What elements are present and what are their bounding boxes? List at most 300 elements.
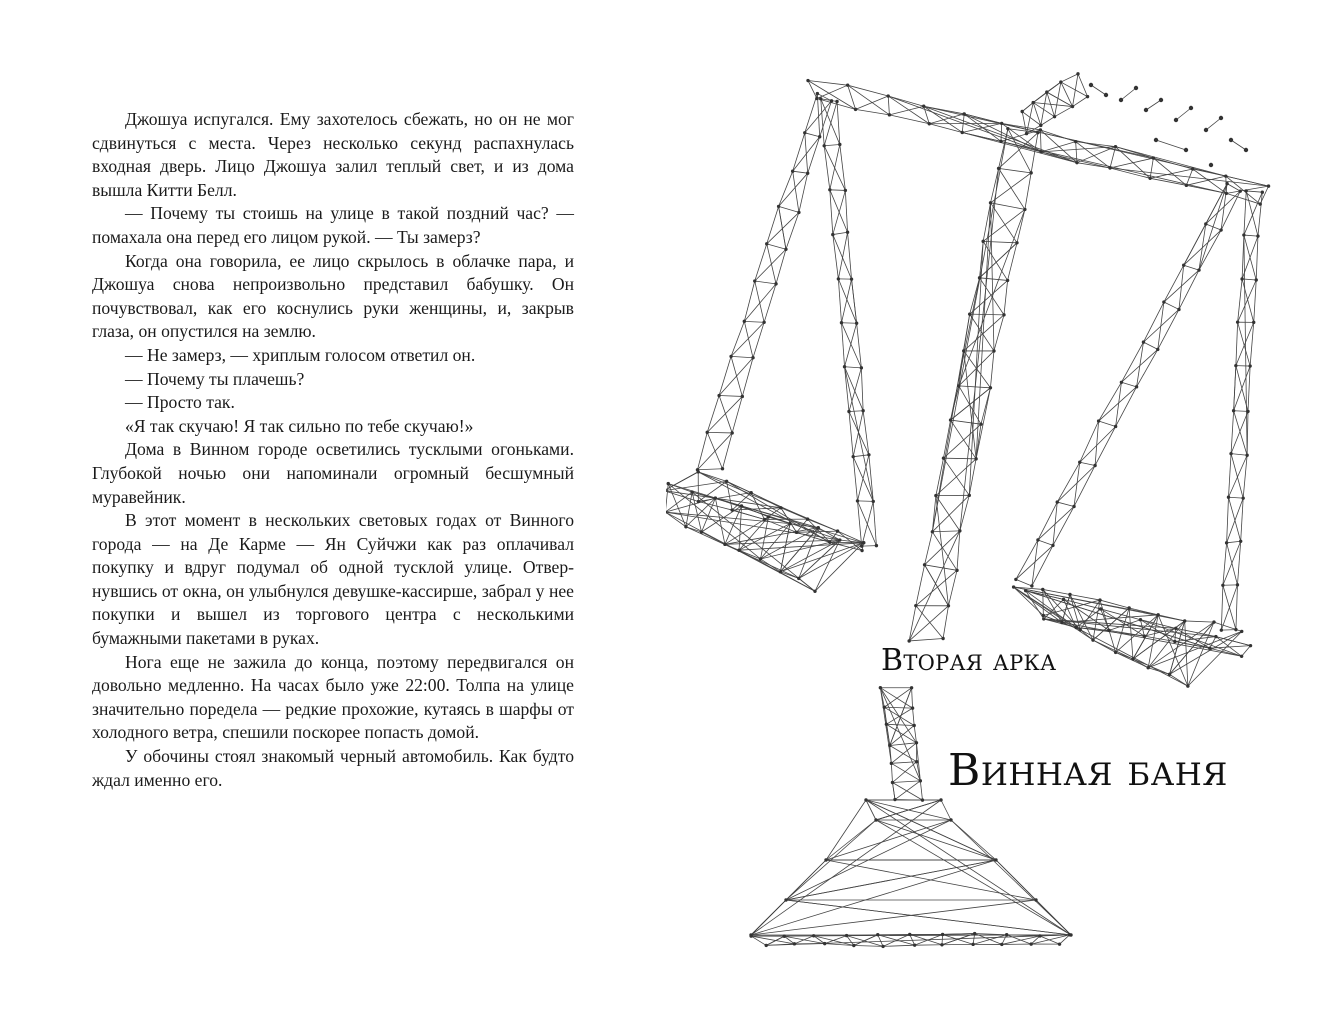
mesh-node bbox=[860, 544, 863, 547]
paragraph: — Почему ты плачешь? bbox=[125, 368, 305, 389]
mesh-node bbox=[1089, 83, 1093, 87]
mesh-edge bbox=[793, 133, 805, 171]
mesh-edge bbox=[849, 411, 863, 412]
mesh-edge bbox=[856, 96, 889, 109]
mesh-node bbox=[1182, 264, 1185, 267]
mesh-node bbox=[1107, 629, 1110, 632]
mesh-edge bbox=[779, 173, 808, 206]
mesh-node bbox=[828, 188, 831, 191]
mesh-node bbox=[1038, 934, 1041, 937]
mesh-node bbox=[854, 108, 857, 111]
mesh-node bbox=[887, 94, 890, 97]
paragraph: — Почему ты стоишь на улице в такой поздний час? — помахала она перед его лицом рукой. — Ты замерз? bbox=[92, 203, 574, 247]
mesh-node bbox=[1236, 320, 1239, 323]
mesh-node bbox=[890, 762, 893, 765]
mesh-node bbox=[1039, 124, 1042, 127]
mesh-edge bbox=[761, 524, 791, 559]
mesh-node bbox=[1036, 538, 1039, 541]
mesh-node bbox=[1184, 148, 1188, 152]
mesh-node bbox=[881, 945, 884, 948]
mesh-node bbox=[1024, 589, 1027, 592]
mesh-node bbox=[1191, 167, 1194, 170]
mesh-node bbox=[1078, 461, 1081, 464]
mesh-edge bbox=[886, 724, 914, 725]
mesh-node bbox=[1042, 614, 1045, 617]
mesh-node bbox=[823, 942, 826, 945]
mesh-edge bbox=[892, 781, 920, 783]
mesh-node bbox=[1059, 80, 1062, 83]
mesh-node bbox=[741, 395, 744, 398]
mesh-edge bbox=[1238, 322, 1251, 366]
paragraph: В этот момент в нескольких световых годах от Винного города — на Де Карме — Ян Суйчжи как раз оплачивал покупку и вдруг подумал об одной тусклой улице. Отвернувшись от окна, он улыбнулся девушке-кассирше, забрал у нее покупки и вышел из торгового центра с несколькими бумажными пакетами в руках. bbox=[92, 510, 574, 649]
mesh-edge bbox=[1184, 265, 1199, 270]
mesh-edge bbox=[932, 531, 959, 532]
mesh-edge bbox=[824, 101, 837, 145]
mesh-node bbox=[1154, 138, 1158, 142]
mesh-edge bbox=[817, 85, 848, 98]
mesh-edge bbox=[751, 900, 1036, 935]
mesh-node bbox=[784, 248, 787, 251]
mesh-edge bbox=[845, 190, 847, 232]
mesh-edge bbox=[909, 638, 943, 640]
mesh-node bbox=[1079, 628, 1082, 631]
mesh-edge bbox=[999, 168, 1032, 172]
part-label: Вторая арка bbox=[875, 643, 1062, 678]
mesh-edge bbox=[833, 232, 848, 234]
mesh-node bbox=[949, 818, 952, 821]
mesh-node bbox=[843, 365, 846, 368]
mesh-edge bbox=[1231, 454, 1243, 498]
mesh-edge bbox=[786, 900, 1071, 935]
mesh-node bbox=[1002, 313, 1005, 316]
mesh-edge bbox=[1150, 178, 1186, 185]
mesh-node bbox=[1156, 348, 1159, 351]
mesh-node bbox=[1114, 145, 1117, 148]
mesh-edge bbox=[1238, 280, 1257, 322]
mesh-node bbox=[795, 531, 798, 534]
mesh-edge bbox=[913, 708, 915, 725]
mesh-node bbox=[1120, 381, 1123, 384]
mesh-edge bbox=[1246, 191, 1262, 192]
mesh-edge bbox=[1258, 192, 1262, 236]
mesh-edge bbox=[880, 688, 920, 781]
mesh-node bbox=[922, 105, 925, 108]
mesh-edge bbox=[1040, 936, 1060, 944]
mesh-edge bbox=[999, 168, 1025, 209]
mesh-node bbox=[828, 541, 831, 544]
mesh-node bbox=[1229, 138, 1233, 142]
mesh-edge bbox=[1227, 543, 1238, 585]
paragraph: «Я так скучаю! Я так сильно по тебе скучаю!» bbox=[125, 415, 474, 436]
mesh-edge bbox=[830, 190, 846, 191]
mesh-node bbox=[968, 494, 971, 497]
mesh-edge bbox=[1121, 349, 1157, 382]
mesh-edge bbox=[866, 800, 996, 860]
mesh-node bbox=[759, 557, 762, 560]
mesh-edge bbox=[808, 137, 820, 173]
mesh-edge bbox=[960, 495, 969, 531]
mesh-node bbox=[1058, 942, 1061, 945]
mesh-edge bbox=[751, 800, 941, 935]
mesh-node bbox=[765, 944, 768, 947]
mesh-edge bbox=[1175, 628, 1176, 641]
mesh-edge bbox=[1234, 411, 1248, 412]
mesh-node bbox=[883, 705, 886, 708]
mesh-node bbox=[803, 131, 806, 134]
mesh-edge bbox=[948, 570, 957, 605]
mesh-node bbox=[1197, 268, 1200, 271]
mesh-node bbox=[1256, 234, 1259, 237]
particle-link bbox=[1156, 140, 1186, 150]
mesh-node bbox=[979, 422, 982, 425]
mesh-edge bbox=[1221, 585, 1223, 630]
mesh-node bbox=[1062, 598, 1065, 601]
mesh-node bbox=[1227, 496, 1230, 499]
mesh-edge bbox=[1231, 454, 1247, 456]
mesh-node bbox=[774, 282, 777, 285]
mesh-node bbox=[1239, 189, 1242, 192]
mesh-node bbox=[1000, 943, 1003, 946]
mesh-edge bbox=[841, 279, 851, 323]
mesh-node bbox=[1045, 90, 1048, 93]
mesh-node bbox=[974, 457, 977, 460]
mesh-node bbox=[911, 706, 914, 709]
mesh-node bbox=[1006, 127, 1009, 130]
mesh-edge bbox=[845, 323, 857, 367]
mesh-node bbox=[1020, 110, 1023, 113]
mesh-node bbox=[971, 943, 974, 946]
mesh-edge bbox=[912, 688, 913, 708]
paragraph: Дома в Винном городе осветились тусклыми огоньками. Глубокой ночью они напоминали огромный бесшумный муравейник. bbox=[92, 439, 574, 507]
mesh-node bbox=[891, 781, 894, 784]
mesh-edge bbox=[862, 501, 874, 546]
mesh-node bbox=[697, 470, 700, 473]
mesh-node bbox=[818, 135, 821, 138]
mesh-node bbox=[1225, 541, 1228, 544]
mesh-edge bbox=[1179, 270, 1199, 309]
mesh-edge bbox=[786, 212, 799, 249]
mesh-edge bbox=[755, 281, 776, 284]
mesh-edge bbox=[1227, 541, 1241, 543]
particle-link bbox=[1206, 118, 1221, 130]
mesh-node bbox=[1029, 942, 1032, 945]
mesh-node bbox=[1173, 640, 1176, 643]
mesh-node bbox=[973, 932, 976, 935]
mesh-node bbox=[1072, 505, 1075, 508]
mesh-edge bbox=[1032, 540, 1038, 586]
mesh-edge bbox=[725, 540, 840, 544]
mesh-node bbox=[1139, 618, 1142, 621]
mesh-node bbox=[940, 943, 943, 946]
mesh-node bbox=[919, 779, 922, 782]
mesh-node bbox=[1168, 673, 1171, 676]
mesh-node bbox=[749, 934, 752, 937]
mesh-node bbox=[1234, 628, 1237, 631]
mesh-node bbox=[700, 530, 703, 533]
mesh-node bbox=[1159, 98, 1163, 102]
mesh-edge bbox=[929, 124, 962, 133]
mesh-edge bbox=[845, 367, 862, 368]
mesh-edge bbox=[826, 800, 866, 860]
mesh-edge bbox=[707, 432, 722, 468]
mesh-edge bbox=[943, 606, 948, 639]
mesh-node bbox=[1258, 202, 1261, 205]
mesh-node bbox=[725, 480, 728, 483]
mesh-node bbox=[749, 491, 752, 494]
mesh-edge bbox=[1238, 279, 1242, 322]
mesh-node bbox=[994, 858, 997, 861]
mesh-edge bbox=[1078, 74, 1088, 97]
mesh-edge bbox=[1164, 270, 1199, 302]
mesh-node bbox=[836, 529, 839, 532]
mesh-node bbox=[1014, 578, 1017, 581]
scales-illustration bbox=[666, 0, 1332, 1036]
mesh-node bbox=[1036, 131, 1039, 134]
mesh-edge bbox=[702, 532, 725, 544]
mesh-node bbox=[1240, 277, 1243, 280]
mesh-edge bbox=[1121, 382, 1136, 387]
mesh-node bbox=[1131, 657, 1134, 660]
mesh-node bbox=[763, 518, 766, 521]
mesh-node bbox=[856, 499, 859, 502]
mesh-node bbox=[1071, 105, 1074, 108]
mesh-edge bbox=[916, 606, 943, 639]
right-page bbox=[666, 0, 1332, 1036]
mesh-edge bbox=[1022, 112, 1041, 126]
mesh-edge bbox=[1226, 193, 1260, 204]
mesh-edge bbox=[943, 934, 975, 935]
mesh-node bbox=[817, 526, 820, 529]
mesh-node bbox=[1221, 584, 1224, 587]
mesh-node bbox=[777, 205, 780, 208]
mesh-edge bbox=[698, 472, 830, 542]
mesh-edge bbox=[731, 356, 753, 357]
paragraph: Нога еще не зажила до конца, поэтому передвигался он довольно медленно. На часах было уже 22:00. Толпа на улице значительно поредела — редкие прохожие, кутаясь в шарфы от холодного ветра, спешили поскорее попасть домой. bbox=[92, 651, 574, 743]
mesh-node bbox=[684, 525, 687, 528]
mesh-node bbox=[1246, 410, 1249, 413]
mesh-node bbox=[1219, 228, 1222, 231]
mesh-edge bbox=[815, 543, 863, 591]
mesh-node bbox=[784, 898, 787, 901]
mesh-edge bbox=[1099, 382, 1122, 421]
mesh-edge bbox=[849, 368, 861, 412]
mesh-edge bbox=[1061, 74, 1078, 82]
mesh-edge bbox=[994, 315, 1004, 351]
mesh-node bbox=[845, 934, 848, 937]
mesh-node bbox=[942, 456, 945, 459]
mesh-node bbox=[1142, 340, 1145, 343]
mesh-edge bbox=[793, 137, 820, 171]
mesh-node bbox=[1236, 583, 1239, 586]
mesh-edge bbox=[892, 783, 894, 800]
mesh-edge bbox=[941, 800, 951, 820]
mesh-edge bbox=[862, 546, 877, 547]
mesh-node bbox=[1119, 98, 1123, 102]
mesh-edge bbox=[936, 496, 949, 606]
mesh-edge bbox=[1057, 462, 1080, 502]
mesh-edge bbox=[925, 532, 933, 565]
mesh-node bbox=[931, 530, 934, 533]
mesh-edge bbox=[1008, 243, 1017, 281]
mesh-node bbox=[1261, 191, 1264, 194]
mesh-node bbox=[1114, 425, 1117, 428]
mesh-node bbox=[1183, 619, 1186, 622]
mesh-edge bbox=[1057, 502, 1074, 506]
mesh-node bbox=[1074, 626, 1077, 629]
mesh-node bbox=[1104, 93, 1108, 97]
mesh-edge bbox=[1228, 497, 1240, 541]
mesh-node bbox=[838, 143, 841, 146]
mesh-node bbox=[1039, 128, 1042, 131]
mesh-edge bbox=[1244, 191, 1246, 235]
mesh-edge bbox=[786, 860, 996, 900]
particle-link bbox=[1176, 108, 1191, 120]
mesh-edge bbox=[1150, 158, 1153, 178]
mesh-edge bbox=[731, 321, 744, 356]
mesh-node bbox=[721, 467, 724, 470]
mesh-node bbox=[1156, 613, 1159, 616]
mesh-node bbox=[1177, 308, 1180, 311]
mesh-node bbox=[1144, 108, 1148, 112]
mesh-edge bbox=[1164, 302, 1179, 309]
mesh-node bbox=[962, 112, 965, 115]
mesh-edge bbox=[1004, 280, 1008, 314]
mesh-edge bbox=[1221, 585, 1237, 630]
mesh-node bbox=[740, 504, 743, 507]
mesh-edge bbox=[1016, 545, 1053, 579]
mesh-node bbox=[1039, 150, 1042, 153]
mesh-edge bbox=[892, 783, 922, 801]
paragraph: Джошуа испугался. Ему захотелось сбежать, но он не мог сдвинуться с места. Через несколько секунд распахнулась входная дверь. Лицо Джошуа залил теплый свет, и из дома вышла Китти Белл. bbox=[92, 109, 574, 200]
mesh-edge bbox=[991, 203, 1025, 210]
mesh-node bbox=[862, 541, 865, 544]
mesh-edge bbox=[1227, 497, 1229, 543]
mesh-node bbox=[1252, 321, 1255, 324]
mesh-edge bbox=[1041, 117, 1055, 126]
mesh-node bbox=[823, 144, 826, 147]
paragraph: — Не замерз, — хриплым голосом ответил он. bbox=[125, 344, 476, 365]
particle-link bbox=[1231, 140, 1246, 150]
mesh-node bbox=[1186, 684, 1189, 687]
mesh-edge bbox=[1228, 455, 1247, 497]
mesh-edge bbox=[925, 565, 957, 571]
mesh-edge bbox=[666, 484, 668, 513]
mesh-node bbox=[1025, 132, 1028, 135]
mesh-edge bbox=[1143, 302, 1163, 342]
mesh-node bbox=[793, 942, 796, 945]
mesh-edge bbox=[826, 820, 876, 860]
mesh-node bbox=[957, 384, 960, 387]
mesh-node bbox=[1097, 419, 1100, 422]
mesh-node bbox=[1220, 628, 1223, 631]
mesh-node bbox=[1162, 300, 1165, 303]
mesh-node bbox=[1224, 174, 1227, 177]
mesh-node bbox=[981, 240, 984, 243]
mesh-edge bbox=[845, 367, 864, 411]
mesh-node bbox=[788, 522, 791, 525]
mesh-edge bbox=[719, 356, 731, 395]
mesh-node bbox=[1225, 182, 1228, 185]
mesh-edge bbox=[1074, 462, 1080, 506]
mesh-edge bbox=[779, 171, 793, 206]
mesh-node bbox=[806, 79, 809, 82]
mesh-node bbox=[1241, 496, 1244, 499]
mesh-edge bbox=[990, 351, 994, 388]
mesh-edge bbox=[951, 420, 981, 424]
mesh-node bbox=[1255, 278, 1258, 281]
mesh-edge bbox=[1185, 621, 1214, 622]
mesh-edge bbox=[1076, 142, 1077, 163]
mesh-edge bbox=[876, 800, 941, 820]
mesh-edge bbox=[833, 190, 846, 234]
mesh-edge bbox=[1101, 609, 1145, 636]
mesh-edge bbox=[1032, 545, 1053, 586]
mesh-node bbox=[888, 744, 891, 747]
mesh-node bbox=[812, 934, 815, 937]
mesh-edge bbox=[849, 411, 853, 456]
mesh-node bbox=[912, 724, 915, 727]
particle-link bbox=[1091, 85, 1106, 95]
mesh-edge bbox=[856, 109, 890, 114]
mesh-edge bbox=[1016, 540, 1038, 579]
chapter-title: Винная баня bbox=[948, 745, 1228, 796]
mesh-edge bbox=[857, 323, 862, 368]
mesh-node bbox=[939, 798, 942, 801]
mesh-edge bbox=[888, 96, 889, 115]
mesh-edge bbox=[959, 209, 1025, 385]
mesh-edge bbox=[1057, 465, 1095, 502]
mesh-edge bbox=[1236, 322, 1238, 365]
mesh-node bbox=[762, 321, 765, 324]
mesh-node bbox=[864, 798, 867, 801]
mesh-node bbox=[1232, 409, 1235, 412]
mesh-edge bbox=[951, 278, 980, 420]
mesh-edge bbox=[719, 396, 732, 433]
mesh-edge bbox=[793, 171, 808, 173]
mesh-edge bbox=[848, 85, 889, 96]
mesh-node bbox=[1031, 101, 1034, 104]
mesh-node bbox=[941, 933, 944, 936]
mesh-edge bbox=[845, 367, 874, 502]
mesh-node bbox=[714, 496, 717, 499]
mesh-node bbox=[962, 349, 965, 352]
mesh-edge bbox=[707, 432, 732, 433]
mesh-edge bbox=[698, 502, 732, 511]
mesh-node bbox=[914, 604, 917, 607]
mesh-edge bbox=[698, 472, 837, 531]
mesh-node bbox=[1189, 106, 1193, 110]
paragraph: У обочины стоял знакомый черный автомобиль. Как будто ждал именно его. bbox=[92, 746, 574, 790]
mesh-edge bbox=[697, 469, 722, 470]
mesh-edge bbox=[845, 367, 849, 412]
mesh-node bbox=[690, 490, 693, 493]
mesh-node bbox=[1053, 115, 1056, 118]
mesh-edge bbox=[1095, 426, 1116, 465]
mesh-edge bbox=[794, 936, 813, 944]
mesh-node bbox=[1242, 233, 1245, 236]
mesh-edge bbox=[854, 945, 883, 946]
mesh-edge bbox=[1143, 342, 1157, 349]
mesh-edge bbox=[755, 281, 764, 322]
mesh-node bbox=[872, 500, 875, 503]
mesh-edge bbox=[766, 936, 784, 945]
mesh-node bbox=[779, 570, 782, 573]
mesh-node bbox=[824, 858, 827, 861]
mesh-node bbox=[1143, 634, 1146, 637]
mesh-node bbox=[1174, 627, 1177, 630]
mesh-node bbox=[723, 543, 726, 546]
mesh-node bbox=[813, 590, 816, 593]
